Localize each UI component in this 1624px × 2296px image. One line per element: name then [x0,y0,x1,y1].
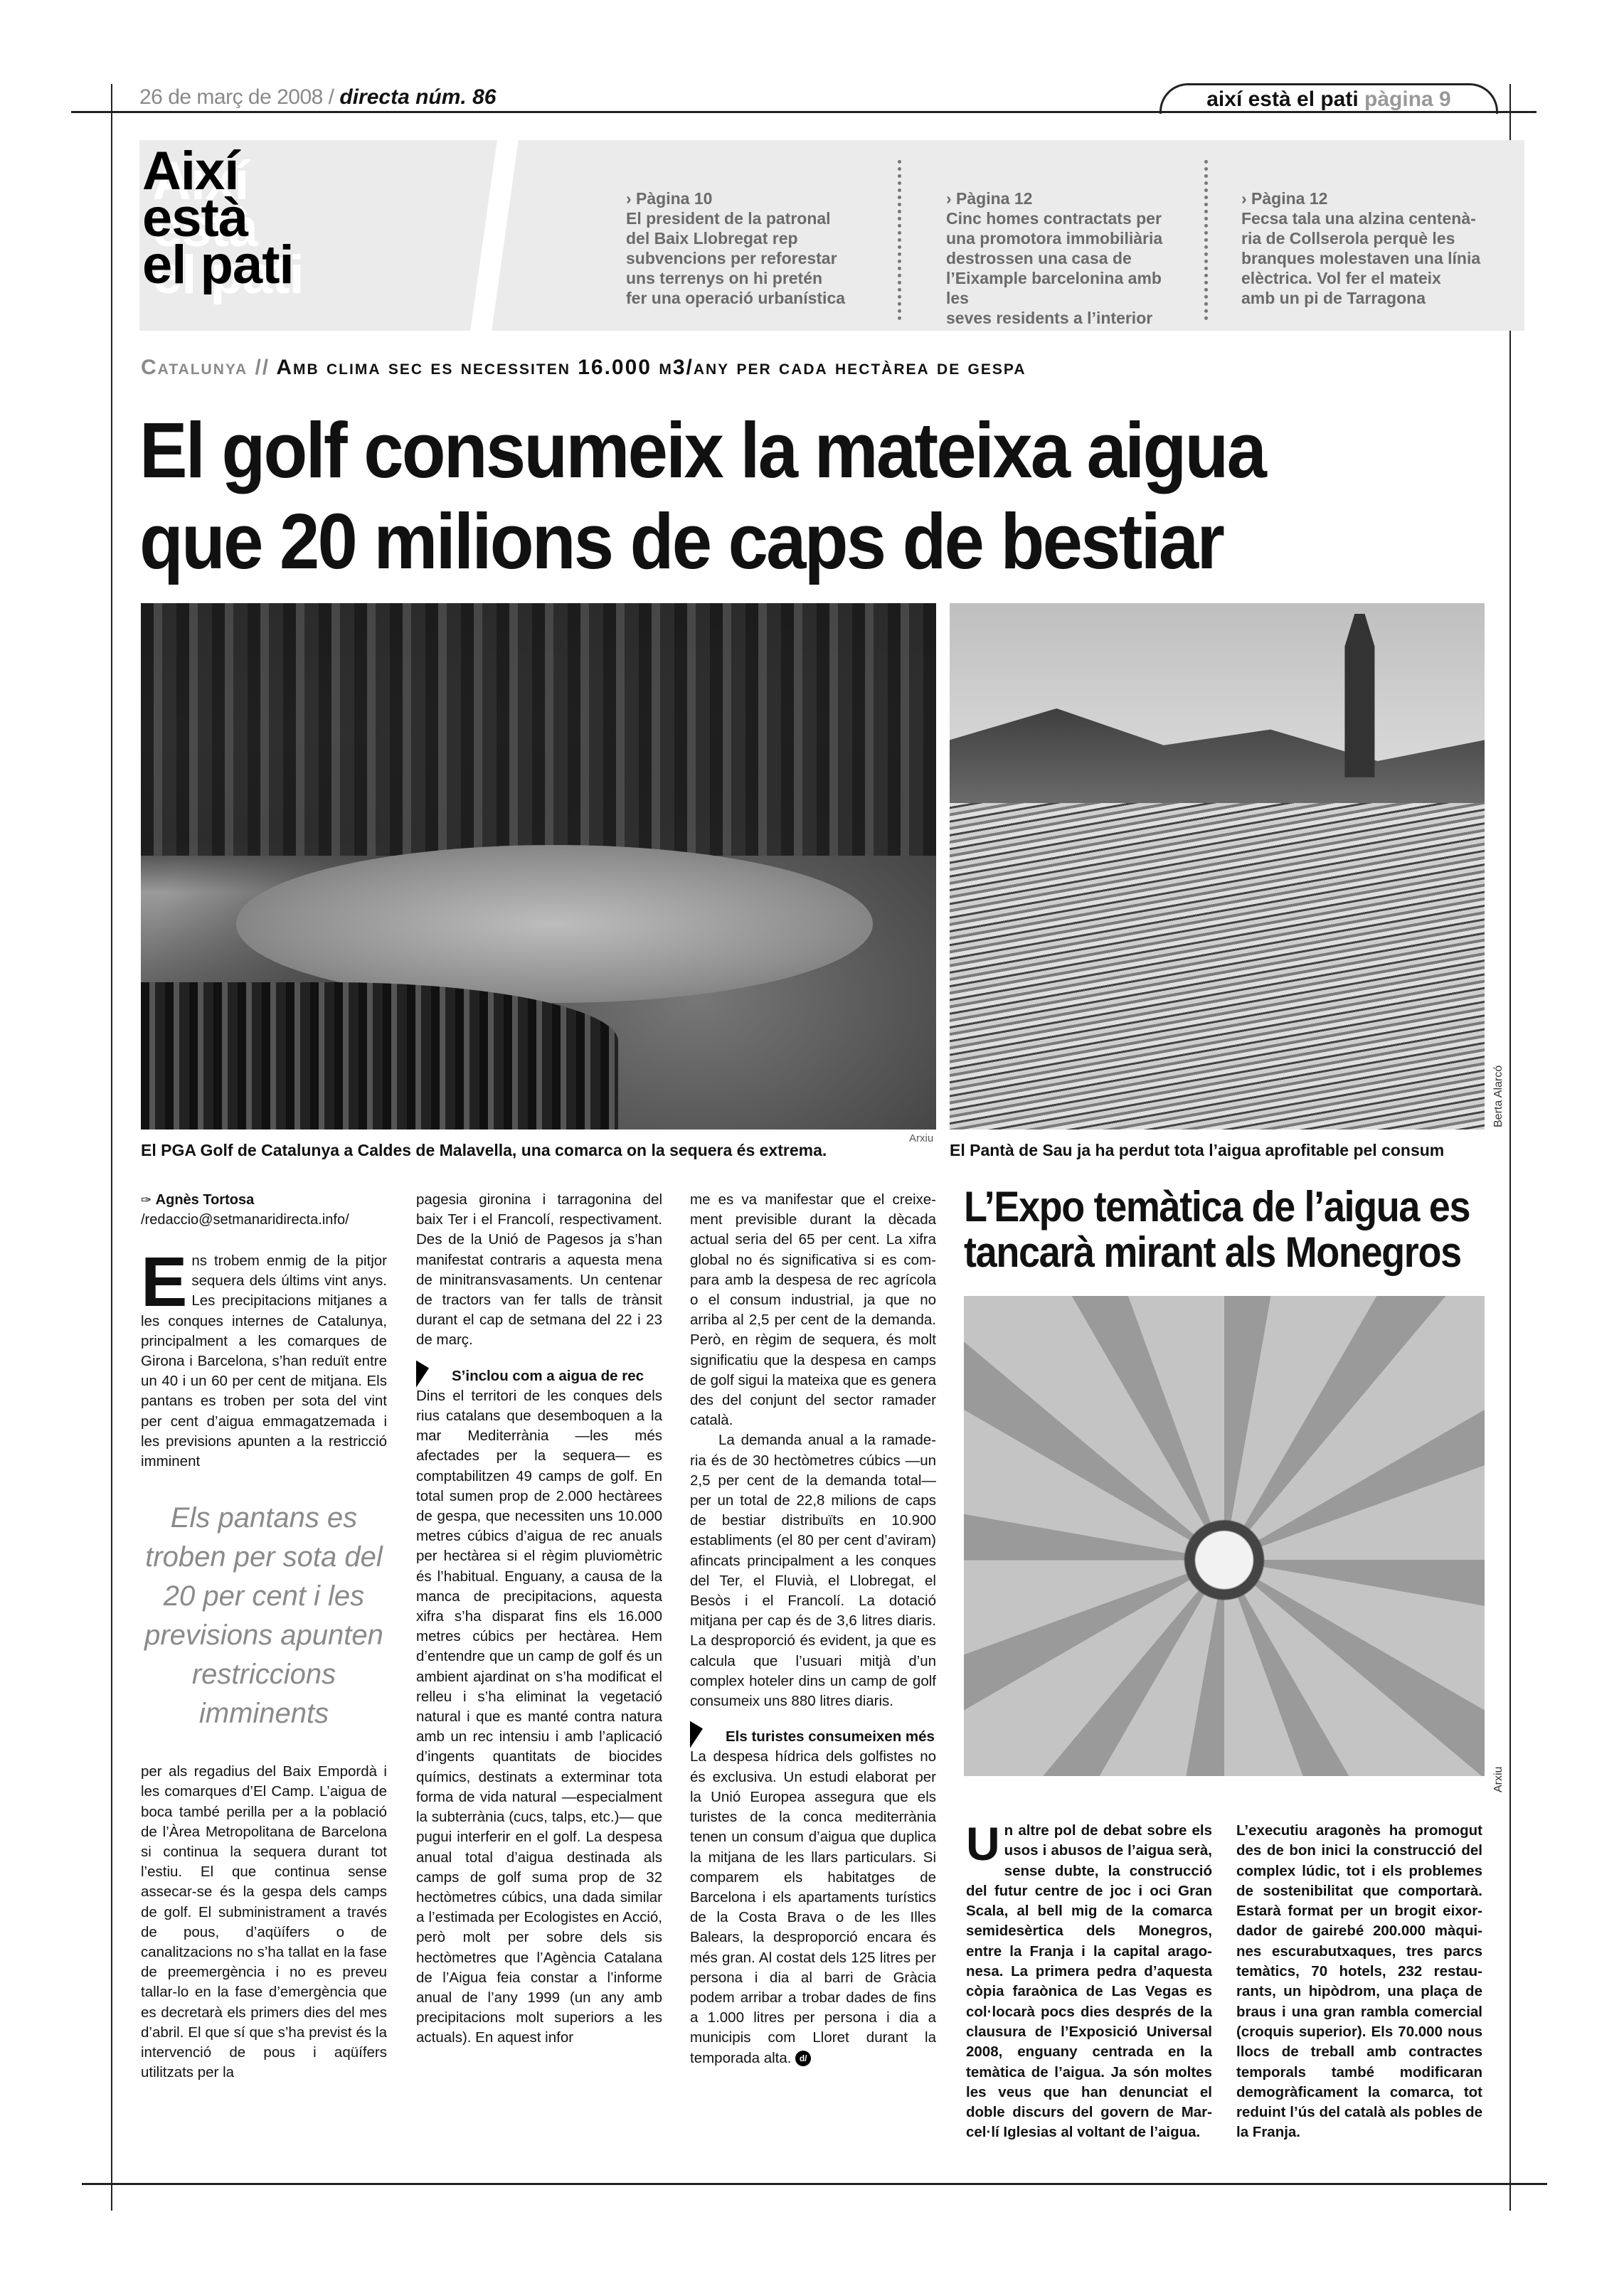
dropcap: U [966,1817,1000,1870]
band-title-line: està [142,188,248,248]
teaser-line: Cinc homes contractats per [946,209,1162,228]
author-name: Agnès Tortosa [155,1192,255,1208]
teaser-separator [898,160,901,320]
article-column-3 [690,1190,936,2068]
left-margin-rule [111,84,112,2211]
article-column-2 [416,1190,662,2048]
teaser-separator [1204,160,1208,320]
publication-issue: directa núm. 86 [339,85,497,109]
sidebar-column-b [1236,1821,1482,2143]
golf-course-photo [141,603,936,1130]
body-paragraph: pagesia gironina i tarragonina del baix Ter i el Francolí, respectivament. Des de la Unió de Pagesos ja s’han manifestat contraris a aquesta mena de minitransvasaments. Un centenar de tractors van fer talls de trànsit durant el cap de setmana del 22 i 23 de març. [416,1191,662,1349]
subhead-text: Els turistes consumeixen més [726,1728,935,1745]
body-paragraph: Dins el territori de les conques dels rius catalans que desemboquen a la mar Mediterrània —les més afectades per la sequera— es comptabilitzen 49 camps de golf. En total sumen prop de 2.000 hectàrees de gespa, que necessiten uns 10.000 metres cúbics d’aigua de rec anuals per hectàrea si el règim pluviomètric és l’habitual. Enguany, a causa de la manca de precipitacions, aquesta xifra s’ha disparat fins els 16.000 metres cúbics per hectàrea. Hem d’entendre que un camp de golf és un ambient ajardinat on s’ha modificat el relleu i s’ha eliminat la vegetació natural i que es manté contra natura amb un rec intensiu i amb l’aplicació d’ingents quantitats de biocides químics, destinats a exterminar tota forma de vida natural —especialment la subterrània (cucs, talps, etc.)— que pugui interferir en el golf. La despesa anual total d’aigua destinada als camps de golf suma prop de 32 hectòmetres cúbics, una dada similar a l’estimada per Ecologistes en Acció, però molt per sobre dels sis hectòmetres que l’Agència Catalana de l’Aigua feia constar a l’informe anual de l’any 1999 (un any amb precipitacions molt superiors a les actuals). En aquest infor [416,1387,662,2046]
body-paragraph: me es va manifestar que el creixement previsible durant la dècada actual seria del 65 per cent. La xifra global no és significativa si es compara amb la despesa de rec agrícola o el consum industrial, ja que no arriba al 2,5 per cent de la demanda. Però, en règim de sequera, és molt significatiu que la despesa en camps de golf sigui la mateixa que es genera des del conjunt del sector ramader català. [690,1191,936,1429]
article-kicker [141,356,1026,380]
intro-text: ns trobem enmig de la pitjor sequera dels últims vint anys. Les precipitacions mitjanes a les conques internes de Catalunya, principalment a les comarques de Girona i Barcelona, s’han reduït entre un 40 i un 60 per cent de mitjana. Els pantans es troben per sota del vint per cent d’aigua emmagatzemada i les previsions apunten a la restricció imminent [141,1253,387,1470]
end-mark-icon: d/ [795,2051,811,2066]
teaser-line: destrossen una casa de [946,249,1132,267]
sketch-credit: Arxiu [1492,1766,1504,1792]
teaser-line: una promotora immobiliària [946,229,1163,248]
teaser-line: uns terrenys on hi pretén [626,269,823,287]
body-paragraph: La demanda anual a la ramaderia és de 30 hectòmetres cúbics —un 2,5 per cent de la demanda total— per un total de 22,8 milions de caps de bestiar distribuïts en 10.900 establiments (el 80 per cent d’aviram) afincats principalment a les conques del Ter, el Fluvià, el Llobregat, el Besòs i el Francolí. La dotació mitjana per cap és de 3,6 litres diaris. La desproporció és evident, ja que es calcula que l’usuari mitjà d’un complex hoteler dins un camp de golf consumeix uns 880 litres diaris. [690,1432,936,1710]
byline [141,1190,387,1210]
teaser-line: fer una operació urbanística [626,289,846,307]
right-margin-rule [1509,84,1511,2211]
section-name: així està el pati [1206,87,1359,111]
subhead [690,1727,936,1747]
gran-scala-sketch-image [964,1296,1485,1776]
author-email[interactable]: /redaccio@setmanaridirecta.info/ [141,1212,349,1228]
teaser-line: del Baix Llobregat rep [626,229,798,248]
sidebar-headline-line: tancarà mirant als Monegros [964,1228,1461,1276]
sidebar-column-a [966,1817,1212,2143]
kicker-text: Amb clima sec es necessiten 16.000 m3/any per cada hectàrea de gespa [276,356,1026,379]
golf-photo-caption: El PGA Golf de Catalunya a Caldes de Malavella, una comarca on la sequera és extrema. [141,1141,827,1159]
page-number: pàgina 9 [1364,87,1451,111]
band-title-line: Així [142,141,239,201]
teaser-line: branques molestaven una línia [1241,249,1481,267]
headline-line: El golf consumeix la mateixa aigua [139,407,1265,494]
pen-icon: ✑ [141,1193,152,1207]
body-text: La despesa hídrica dels golfistes no és exclusiva. Un estudi elaborat per la Unió Europea assegura que els turistes de la conca mediterrània tenen un consum d’aigua que duplica la mitjana de les llars particulars. Si comparem els habitatges de Barcelona i els apartaments turístics de la Costa Brava o de les Illes Balears, la desproporció encara és més gran. Al costat dels 125 litres per persona i dia al barri de Gràcia podem arribar a trobar dades de fins a 1.000 litres per persona i dia a municipis com Lloret durant la temporada alta. [690,1748,936,2066]
arrow-marker-icon [416,1358,429,1387]
sidebar-text: L’executiu aragonès ha promogut des de bon inici la construcció del complex lúdic, tot i els problemes de sostenibilitat que comportarà. Estarà format per un brogit eixordador de gairebé 200.000 màquines escurabutxaques, tres parcs temàtics, 70 hotels, 232 restaurants, un hipòdrom, una plaça de braus i una gran rambla comercial (croquis superior). Els 70.000 nous llocs de treball amb contractes temporals també modificaran demogràficament la comarca, tot reduint l’ús del català als pobles de la Franja. [1236,1822,1482,2141]
teaser-page-12-b[interactable] [1241,188,1483,308]
teaser-page-link[interactable]: › Pàgina 10 [626,189,713,208]
photo-water [141,982,618,1130]
section-band-title [142,141,294,295]
teaser-line: l’Eixample barcelonina amb les [946,269,1162,307]
subhead-text: S’inclou com a aigua de rec [452,1367,644,1384]
teaser-line: amb un pi de Tarragona [1241,289,1426,307]
article-column-1 [141,1190,387,2083]
sau-photo-caption: El Pantà de Sau ja ha perdut tota l’aigua aprofitable pel consum [950,1141,1445,1159]
teaser-page-10[interactable] [626,188,868,308]
photo-credit: Berta Alarcó [1492,1065,1504,1127]
section-tab [1159,83,1498,114]
sidebar-headline [964,1184,1470,1275]
sidebar-text: n altre pol de debat sobre els usos i abusos de l’aigua serà, sense dubte, la construcció del futur centre de joc i oci Gran Scala, al bell mig de la comarca semidesèrtica dels Monegros, entre la Franja i la capital aragonesa. La primera pedra d’aquesta còpia faraònica de Las Vegas es col·locarà pocs dies després de la clausura de l’Exposició Universal 2008, enguany centrada en la temàtica de l’aigua. Ja són moltes les veus que han denunciat el doble discurs del govern de Marcel·lí Iglesias al voltant de l’aigua. [966,1822,1212,2141]
teaser-page-12-a[interactable] [946,188,1188,328]
pull-quote: Els pantans es troben per sota del 20 per cent i les previsions apunten restriccions imminents [144,1502,383,1730]
sau-reservoir-photo [950,603,1485,1130]
photo-green [236,845,872,1003]
issue-date [139,85,496,110]
teaser-line: elèctrica. Vol fer el mateix [1241,269,1441,287]
subhead [416,1366,662,1386]
teaser-line: seves residents a l’interior [946,309,1153,327]
teaser-line: Fecsa tala una alzina centenà- [1241,209,1476,228]
article-headline [139,405,1265,588]
intro-paragraph [141,1243,387,1472]
dropcap: E [141,1243,188,1321]
photo-trees [141,603,936,856]
date-text: 26 de març de 2008 / [139,85,334,109]
golf-photo-credit: Arxiu [909,1132,934,1144]
bottom-rule [82,2183,1547,2185]
teaser-page-link[interactable]: › Pàgina 12 [946,189,1033,208]
teaser-page-link[interactable]: › Pàgina 12 [1241,189,1328,208]
teaser-line: subvencions per reforestar [626,249,837,267]
body-paragraph: per als regadius del Baix Empordà i les comarques d’El Camp. L’aigua de boca també perilla per a la població de l’Àrea Metropolitana de Barcelona si continua la sequera durant tot l’estiu. El que continua sense assecar-se és la gespa dels camps de golf. El subministrament a través de pous, d’aqüífers o de canalitzacions no s’ha tallat en la fase de preemergència i no es preveu tallar-lo en la fase d’emergència que es decretarà els primers dies del mes d’abril. El que sí que s’ha previst és la intervenció de pous i aqüífers utilitzats per la [141,1763,387,2081]
arrow-marker-icon [690,1719,703,1748]
kicker-category: Catalunya // [141,356,270,379]
teaser-line: ria de Collserola perquè les [1241,229,1455,248]
sidebar-headline-line: L’Expo temàtica de l’aigua es [964,1183,1470,1231]
headline-line: que 20 milions de caps de bestiar [139,498,1224,585]
band-title-line: el pati [142,235,294,295]
body-paragraph [690,1747,936,2068]
teaser-line: El president de la patronal [626,209,831,228]
